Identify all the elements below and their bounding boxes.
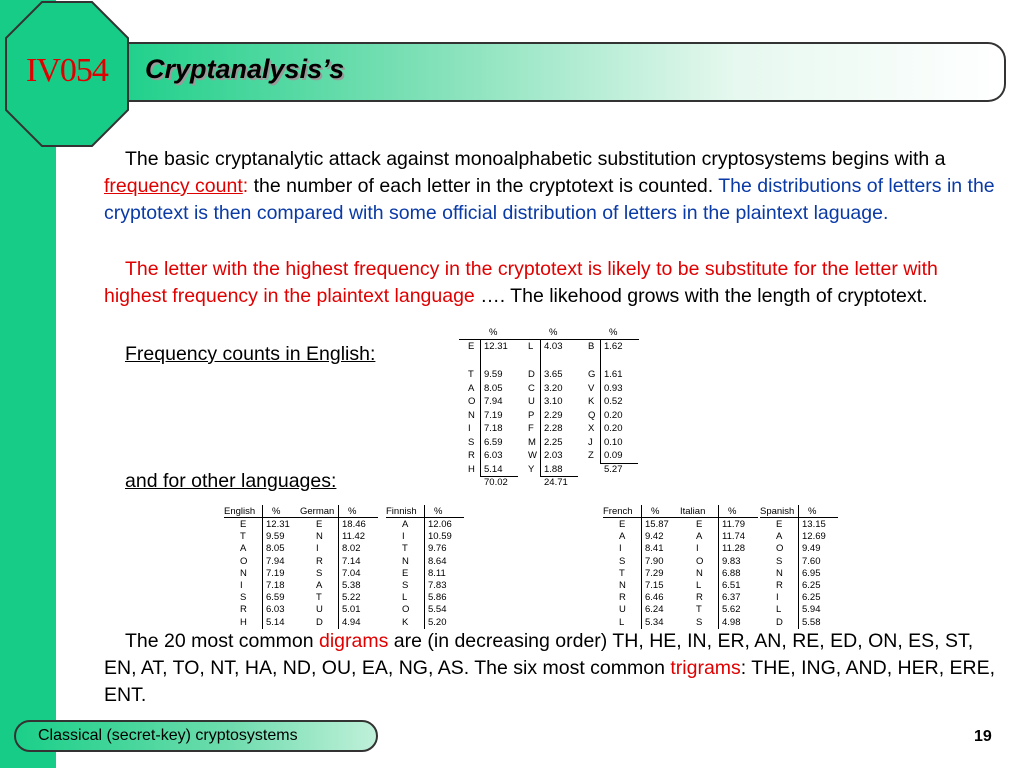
letter-cell: U (316, 604, 323, 616)
value-cell: 6.03 (484, 450, 503, 461)
value-cell: 8.64 (428, 555, 447, 567)
value-cell: 11.79 (722, 519, 746, 530)
value-cell: 12.31 (484, 341, 508, 352)
letter-cell: G (588, 369, 596, 380)
letter-cell: R (619, 592, 626, 604)
value-cell: 7.14 (342, 555, 361, 567)
letter-cell: L (776, 604, 782, 616)
value-cell: 7.19 (266, 567, 285, 579)
value-cell: 18.46 (342, 519, 366, 530)
value-cell: 5.94 (802, 604, 821, 616)
value-cell: 1.62 (604, 341, 623, 352)
letter-cell: I (402, 531, 405, 543)
letter-cell: K (402, 616, 409, 628)
letter-cell: S (402, 580, 409, 591)
letter-cell: T (240, 531, 246, 543)
letter-cell: I (619, 543, 622, 555)
letter-cell: L (619, 616, 625, 628)
letter-cell: T (696, 604, 702, 616)
column-divider (480, 339, 481, 476)
value-cell: 12.31 (266, 519, 290, 530)
percent-header: % (728, 506, 737, 517)
letter-cell: E (776, 519, 783, 530)
column-divider (540, 339, 541, 476)
total-cell: 5.27 (604, 463, 623, 475)
value-cell: 11.28 (722, 543, 746, 555)
letter-cell: O (468, 396, 476, 407)
letter-cell: A (619, 531, 626, 543)
value-cell: 5.22 (342, 592, 361, 604)
value-cell: 10.59 (428, 531, 452, 543)
letter-cell: S (696, 616, 703, 628)
letter-cell: T (619, 567, 625, 579)
percent-header: % (434, 506, 443, 517)
value-cell: 2.25 (544, 436, 563, 448)
letter-cell: Z (588, 450, 594, 461)
value-cell: 7.19 (484, 409, 503, 421)
letter-cell: N (468, 409, 475, 421)
letter-cell: U (619, 604, 626, 616)
course-code: IV054 (26, 52, 108, 89)
value-cell: 5.14 (484, 463, 503, 475)
english-freq-label: Frequency counts in English: (125, 343, 376, 365)
language-divider (641, 505, 642, 629)
distribution-sentence: The distributions of letters in the cryptotext is then compared with some official distribution of letters in the plaintext laguage. (104, 175, 995, 224)
letter-cell: R (696, 592, 703, 604)
letter-cell: N (240, 567, 247, 579)
value-cell: 9.83 (722, 555, 741, 567)
value-cell: 5.34 (645, 616, 664, 628)
value-cell: 5.62 (722, 604, 741, 616)
letter-cell: N (619, 580, 626, 591)
letter-cell: A (776, 531, 783, 543)
letter-cell: W (528, 450, 537, 461)
value-cell: 11.42 (342, 531, 366, 543)
letter-cell: D (528, 369, 535, 380)
language-header-line (680, 517, 758, 518)
value-cell: 5.86 (428, 592, 447, 604)
digrams-term: digrams (319, 630, 389, 652)
letter-cell: E (468, 341, 475, 352)
value-cell: 8.11 (428, 567, 446, 579)
percent-header: % (549, 327, 558, 338)
language-divider (718, 505, 719, 629)
language-name: Spanish (760, 506, 795, 517)
value-cell: 8.05 (484, 382, 503, 394)
value-cell: 6.88 (722, 567, 741, 579)
paragraph-digrams: The 20 most common digrams are (in decreasing order) TH, HE, IN, ER, AN, RE, ED, ON, ES, ST, EN, AT, TO, NT, HA, ND, OU, EA, NG, AS. The six most common trigrams: THE, ING, AND, HER, ERE, ENT. (104, 630, 996, 706)
letter-cell: P (528, 409, 535, 421)
value-cell: 7.90 (645, 555, 664, 567)
value-cell: 6.25 (802, 580, 821, 591)
language-header-line (300, 517, 378, 518)
paragraph-intro: The basic cryptanalytic attack against monoalphabetic substitution cryptosystems begins with a frequency count: the number of each letter in the cryptotext is counted. The distributions of letters in the cryptotext is then compared with some official distribution of letters in the plaintext laguage. (104, 148, 995, 224)
letter-cell: S (468, 436, 475, 448)
percent-header: % (609, 327, 618, 338)
letter-cell: E (316, 519, 323, 530)
value-cell: 9.59 (266, 531, 285, 543)
column-divider (600, 339, 601, 463)
letter-cell: L (402, 592, 408, 604)
value-cell: 7.04 (342, 567, 361, 579)
language-divider (338, 505, 339, 629)
value-cell: 0.09 (604, 450, 623, 461)
footer-label: Classical (secret-key) cryptosystems (38, 727, 298, 744)
letter-cell: I (776, 592, 779, 604)
value-cell: 2.29 (544, 409, 563, 421)
value-cell: 6.46 (645, 592, 664, 604)
value-cell: 2.03 (544, 450, 563, 461)
letter-cell: T (316, 592, 322, 604)
frequency-count-term: frequency count (104, 175, 243, 197)
language-divider (424, 505, 425, 629)
letter-cell: O (402, 604, 410, 616)
letter-cell: S (316, 567, 323, 579)
value-cell: 9.76 (428, 543, 447, 555)
letter-cell: L (528, 341, 534, 352)
value-cell: 5.38 (342, 580, 361, 591)
page-number: 19 (974, 728, 992, 745)
value-cell: 13.15 (802, 519, 826, 530)
value-cell: 4.03 (544, 341, 563, 352)
total-cell: 70.02 (484, 477, 508, 488)
letter-cell: O (776, 543, 784, 555)
letter-cell: N (696, 567, 703, 579)
language-header-line (224, 517, 302, 518)
letter-cell: A (696, 531, 703, 543)
letter-cell: R (776, 580, 783, 591)
value-cell: 5.01 (342, 604, 361, 616)
letter-cell: S (776, 555, 783, 567)
letter-cell: T (468, 369, 474, 380)
letter-cell: H (468, 463, 475, 475)
value-cell: 8.41 (645, 543, 664, 555)
value-cell: 2.28 (544, 423, 563, 434)
total-cell: 24.71 (544, 477, 568, 488)
value-cell: 6.95 (802, 567, 821, 579)
letter-cell: J (588, 436, 593, 448)
percent-header: % (272, 506, 281, 517)
percent-header: % (651, 506, 660, 517)
value-cell: 9.42 (645, 531, 664, 543)
value-cell: 8.02 (342, 543, 361, 555)
value-cell: 6.59 (484, 436, 503, 448)
value-cell: 11.74 (722, 531, 746, 543)
value-cell: 0.93 (604, 382, 623, 394)
page-title: Cryptanalysis’s (145, 54, 345, 84)
paragraph-highest-frequency: The letter with the highest frequency in the cryptotext is likely to be substitute for the letter with highest frequency in the plaintext language …. The likehood grows with the length of cryptotext. (104, 258, 938, 307)
letter-cell: O (696, 555, 704, 567)
value-cell: 12.06 (428, 519, 452, 530)
letter-cell: A (468, 382, 475, 394)
letter-cell: N (402, 555, 409, 567)
letter-cell: D (316, 616, 323, 628)
letter-cell: I (696, 543, 699, 555)
percent-header: % (489, 327, 498, 338)
value-cell: 6.03 (266, 604, 285, 616)
letter-cell: S (619, 555, 626, 567)
letter-cell: T (402, 543, 408, 555)
letter-cell: A (240, 543, 247, 555)
letter-cell: K (588, 396, 595, 407)
letter-cell: E (619, 519, 626, 530)
value-cell: 3.65 (544, 369, 563, 380)
letter-cell: C (528, 382, 535, 394)
letter-cell: R (316, 555, 323, 567)
letter-cell: I (240, 580, 243, 591)
letter-cell: D (776, 616, 783, 628)
percent-header: % (348, 506, 357, 517)
value-cell: 7.29 (645, 567, 664, 579)
value-cell: 6.25 (802, 592, 821, 604)
value-cell: 4.94 (342, 616, 361, 628)
letter-cell: R (468, 450, 475, 461)
letter-cell: R (240, 604, 247, 616)
language-name: English (224, 506, 256, 517)
trigrams-term: trigrams (670, 657, 741, 679)
value-cell: 9.59 (484, 369, 503, 380)
language-name: French (603, 506, 633, 517)
letter-cell: U (528, 396, 535, 407)
value-cell: 0.52 (604, 396, 623, 407)
value-cell: 9.49 (802, 543, 821, 555)
letter-cell: B (588, 341, 595, 352)
language-name: German (300, 506, 335, 517)
value-cell: 15.87 (645, 519, 669, 530)
value-cell: 6.37 (722, 592, 741, 604)
value-cell: 0.20 (604, 409, 623, 421)
letter-cell: N (316, 531, 323, 543)
letter-cell: V (588, 382, 595, 394)
letter-cell: I (316, 543, 319, 555)
value-cell: 5.20 (428, 616, 447, 628)
value-cell: 1.61 (604, 369, 623, 380)
value-cell: 6.24 (645, 604, 664, 616)
letter-cell: M (528, 436, 536, 448)
language-header-line (603, 517, 681, 518)
value-cell: 7.83 (428, 580, 447, 591)
value-cell: 0.20 (604, 423, 623, 434)
value-cell: 12.69 (802, 531, 826, 543)
value-cell: 5.54 (428, 604, 447, 616)
letter-cell: Q (588, 409, 596, 421)
value-cell: 5.58 (802, 616, 821, 628)
value-cell: 3.20 (544, 382, 563, 394)
letter-cell: Y (528, 463, 535, 475)
value-cell: 4.98 (722, 616, 741, 628)
letter-cell: S (240, 592, 247, 604)
letter-cell: E (240, 519, 247, 530)
letter-cell: E (402, 567, 409, 579)
letter-cell: L (696, 580, 702, 591)
letter-cell: O (240, 555, 248, 567)
value-cell: 7.18 (484, 423, 503, 434)
language-divider (262, 505, 263, 629)
value-cell: 6.59 (266, 592, 285, 604)
value-cell: 6.51 (722, 580, 741, 591)
language-header-line (386, 517, 464, 518)
letter-cell: A (402, 519, 409, 530)
letter-cell: E (696, 519, 703, 530)
value-cell: 8.05 (266, 543, 285, 555)
language-header-line (760, 517, 838, 518)
language-name: Italian (680, 506, 706, 517)
value-cell: 7.94 (266, 555, 285, 567)
value-cell: 7.94 (484, 396, 503, 407)
value-cell: 7.15 (645, 580, 664, 591)
letter-cell: F (528, 423, 534, 434)
value-cell: 7.18 (266, 580, 285, 591)
letter-cell: H (240, 616, 247, 628)
other-languages-label: and for other languages: (125, 470, 337, 492)
value-cell: 7.60 (802, 555, 821, 567)
percent-header: % (808, 506, 817, 517)
letter-cell: N (776, 567, 783, 579)
value-cell: 0.10 (604, 436, 623, 448)
highest-frequency-sentence: The letter with the highest frequency in the cryptotext is likely to be substitute for the letter with highest frequency in the plaintext language (104, 258, 938, 307)
letter-cell: A (316, 580, 323, 591)
value-cell: 1.88 (544, 463, 563, 475)
letter-cell: I (468, 423, 471, 434)
value-cell: 5.14 (266, 616, 285, 628)
language-divider (798, 505, 799, 629)
letter-cell: X (588, 423, 595, 434)
language-name: Finnish (386, 506, 417, 517)
value-cell: 3.10 (544, 396, 563, 407)
